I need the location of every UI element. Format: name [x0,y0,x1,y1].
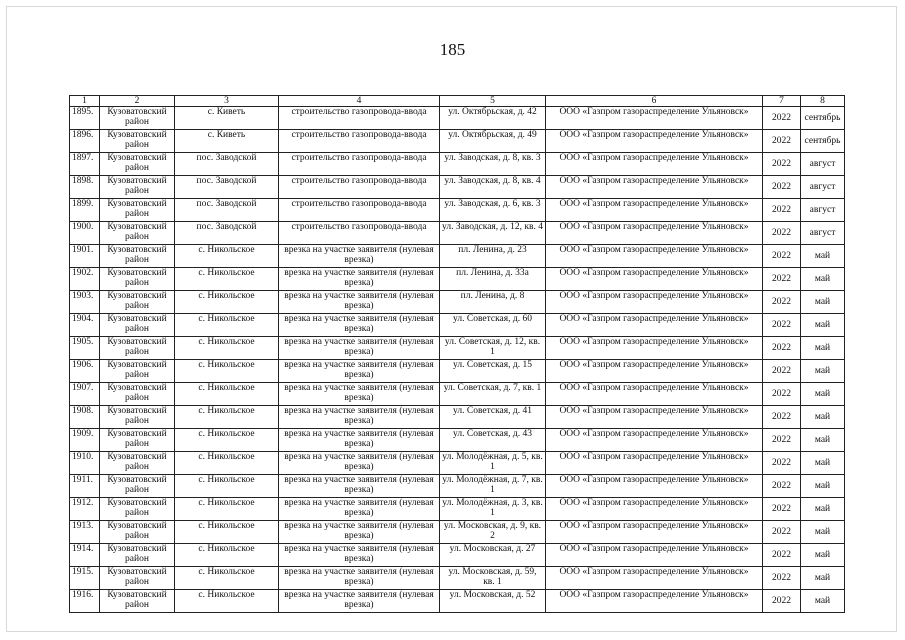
work-type-cell: врезка на участке заявителя (нулевая врезка) [279,521,440,544]
organization-cell: ООО «Газпром газораспределение Ульяновск» [546,245,763,268]
address-cell: ул. Московская, д. 27 [440,544,546,567]
organization-cell: ООО «Газпром газораспределение Ульяновск» [546,222,763,245]
address-cell: ул. Октябрьская, д. 42 [440,107,546,130]
district-cell: Кузоватовский район [100,429,175,452]
work-type-cell: врезка на участке заявителя (нулевая врезка) [279,383,440,406]
year-cell: 2022 [763,521,801,544]
row-number: 1913. [70,521,100,544]
month-cell: май [801,268,845,291]
settlement-cell: пос. Заводской [175,176,279,199]
work-type-cell: врезка на участке заявителя (нулевая врезка) [279,360,440,383]
organization-cell: ООО «Газпром газораспределение Ульяновск» [546,567,763,590]
registry-table [69,95,845,613]
column-header: 6 [546,96,763,107]
year-cell: 2022 [763,176,801,199]
district-cell: Кузоватовский район [100,153,175,176]
settlement-cell: с. Никольское [175,360,279,383]
settlement-cell: с. Никольское [175,544,279,567]
district-cell: Кузоватовский район [100,452,175,475]
settlement-cell: с. Никольское [175,383,279,406]
month-cell: август [801,199,845,222]
table-row [70,567,845,590]
organization-cell: ООО «Газпром газораспределение Ульяновск» [546,429,763,452]
address-cell: ул. Октябрьская, д. 49 [440,130,546,153]
organization-cell: ООО «Газпром газораспределение Ульяновск» [546,199,763,222]
organization-cell: ООО «Газпром газораспределение Ульяновск» [546,107,763,130]
table-row [70,130,845,153]
district-cell: Кузоватовский район [100,337,175,360]
month-cell: май [801,429,845,452]
address-cell: ул. Заводская, д. 12, кв. 4 [440,222,546,245]
column-header: 5 [440,96,546,107]
year-cell: 2022 [763,360,801,383]
table-row [70,406,845,429]
address-cell: пл. Ленина, д. 8 [440,291,546,314]
column-header: 3 [175,96,279,107]
month-cell: сентябрь [801,107,845,130]
year-cell: 2022 [763,475,801,498]
district-cell: Кузоватовский район [100,406,175,429]
table-row [70,360,845,383]
year-cell: 2022 [763,429,801,452]
month-cell: май [801,383,845,406]
address-cell: ул. Московская, д. 52 [440,590,546,613]
work-type-cell: врезка на участке заявителя (нулевая врезка) [279,475,440,498]
year-cell: 2022 [763,337,801,360]
settlement-cell: с. Никольское [175,521,279,544]
month-cell: май [801,475,845,498]
address-cell: ул. Советская, д. 15 [440,360,546,383]
year-cell: 2022 [763,383,801,406]
district-cell: Кузоватовский район [100,567,175,590]
work-type-cell: строительство газопровода-ввода [279,107,440,130]
district-cell: Кузоватовский район [100,199,175,222]
table-row [70,498,845,521]
settlement-cell: с. Никольское [175,268,279,291]
table-row [70,268,845,291]
settlement-cell: с. Никольское [175,314,279,337]
work-type-cell: врезка на участке заявителя (нулевая врезка) [279,245,440,268]
year-cell: 2022 [763,544,801,567]
organization-cell: ООО «Газпром газораспределение Ульяновск» [546,406,763,429]
work-type-cell: врезка на участке заявителя (нулевая врезка) [279,590,440,613]
table-row [70,176,845,199]
organization-cell: ООО «Газпром газораспределение Ульяновск» [546,153,763,176]
year-cell: 2022 [763,452,801,475]
settlement-cell: с. Никольское [175,567,279,590]
settlement-cell: пос. Заводской [175,153,279,176]
work-type-cell: врезка на участке заявителя (нулевая врезка) [279,337,440,360]
row-number: 1915. [70,567,100,590]
work-type-cell: строительство газопровода-ввода [279,222,440,245]
month-cell: август [801,176,845,199]
settlement-cell: с. Никольское [175,291,279,314]
work-type-cell: строительство газопровода-ввода [279,130,440,153]
year-cell: 2022 [763,199,801,222]
work-type-cell: врезка на участке заявителя (нулевая врезка) [279,498,440,521]
row-number: 1896. [70,130,100,153]
settlement-cell: с. Никольское [175,590,279,613]
month-cell: май [801,360,845,383]
settlement-cell: с. Никольское [175,498,279,521]
month-cell: май [801,337,845,360]
month-cell: май [801,498,845,521]
district-cell: Кузоватовский район [100,245,175,268]
row-number: 1897. [70,153,100,176]
organization-cell: ООО «Газпром газораспределение Ульяновск» [546,383,763,406]
row-number: 1906. [70,360,100,383]
row-number: 1910. [70,452,100,475]
row-number: 1916. [70,590,100,613]
table-row [70,245,845,268]
table-row [70,222,845,245]
year-cell: 2022 [763,498,801,521]
organization-cell: ООО «Газпром газораспределение Ульяновск» [546,475,763,498]
month-cell: май [801,406,845,429]
row-number: 1895. [70,107,100,130]
work-type-cell: строительство газопровода-ввода [279,153,440,176]
address-cell: ул. Молодёжная, д. 5, кв. 1 [440,452,546,475]
row-number: 1904. [70,314,100,337]
organization-cell: ООО «Газпром газораспределение Ульяновск» [546,452,763,475]
table-row [70,153,845,176]
month-cell: май [801,590,845,613]
work-type-cell: врезка на участке заявителя (нулевая врезка) [279,567,440,590]
month-cell: май [801,452,845,475]
row-number: 1914. [70,544,100,567]
month-cell: сентябрь [801,130,845,153]
district-cell: Кузоватовский район [100,383,175,406]
table-row [70,383,845,406]
organization-cell: ООО «Газпром газораспределение Ульяновск» [546,268,763,291]
table-row [70,521,845,544]
address-cell: пл. Ленина, д. 33а [440,268,546,291]
table-row [70,452,845,475]
address-cell: ул. Советская, д. 12, кв. 1 [440,337,546,360]
table-row [70,475,845,498]
settlement-cell: с. Никольское [175,337,279,360]
settlement-cell: пос. Заводской [175,222,279,245]
address-cell: ул. Молодёжная, д. 7, кв. 1 [440,475,546,498]
work-type-cell: врезка на участке заявителя (нулевая врезка) [279,429,440,452]
district-cell: Кузоватовский район [100,314,175,337]
district-cell: Кузоватовский район [100,222,175,245]
year-cell: 2022 [763,291,801,314]
address-cell: ул. Московская, д. 59, кв. 1 [440,567,546,590]
table-row [70,337,845,360]
month-cell: май [801,291,845,314]
district-cell: Кузоватовский район [100,107,175,130]
settlement-cell: с. Киветь [175,130,279,153]
year-cell: 2022 [763,590,801,613]
settlement-cell: с. Никольское [175,429,279,452]
month-cell: май [801,314,845,337]
year-cell: 2022 [763,567,801,590]
month-cell: май [801,521,845,544]
organization-cell: ООО «Газпром газораспределение Ульяновск» [546,544,763,567]
address-cell: ул. Советская, д. 60 [440,314,546,337]
settlement-cell: пос. Заводской [175,199,279,222]
page-number: 185 [439,40,466,59]
district-cell: Кузоватовский район [100,521,175,544]
district-cell: Кузоватовский район [100,590,175,613]
row-number: 1900. [70,222,100,245]
address-cell: ул. Заводская, д. 8, кв. 4 [440,176,546,199]
district-cell: Кузоватовский район [100,544,175,567]
row-number: 1908. [70,406,100,429]
row-number: 1898. [70,176,100,199]
work-type-cell: врезка на участке заявителя (нулевая врезка) [279,406,440,429]
column-header: 2 [100,96,175,107]
column-header: 7 [763,96,801,107]
settlement-cell: с. Никольское [175,245,279,268]
year-cell: 2022 [763,314,801,337]
column-header: 1 [70,96,100,107]
organization-cell: ООО «Газпром газораспределение Ульяновск» [546,176,763,199]
row-number: 1902. [70,268,100,291]
settlement-cell: с. Никольское [175,475,279,498]
settlement-cell: с. Киветь [175,107,279,130]
district-cell: Кузоватовский район [100,268,175,291]
month-cell: май [801,245,845,268]
month-cell: май [801,567,845,590]
table-row [70,291,845,314]
work-type-cell: врезка на участке заявителя (нулевая врезка) [279,314,440,337]
work-type-cell: врезка на участке заявителя (нулевая врезка) [279,268,440,291]
table-row [70,199,845,222]
address-cell: ул. Советская, д. 43 [440,429,546,452]
year-cell: 2022 [763,153,801,176]
address-cell: пл. Ленина, д. 23 [440,245,546,268]
year-cell: 2022 [763,406,801,429]
district-cell: Кузоватовский район [100,498,175,521]
district-cell: Кузоватовский район [100,130,175,153]
table-row [70,544,845,567]
row-number: 1903. [70,291,100,314]
year-cell: 2022 [763,222,801,245]
organization-cell: ООО «Газпром газораспределение Ульяновск» [546,521,763,544]
month-cell: май [801,544,845,567]
table-row [70,429,845,452]
address-cell: ул. Молодёжная, д. 3, кв. 1 [440,498,546,521]
table-row [70,590,845,613]
column-header: 8 [801,96,845,107]
organization-cell: ООО «Газпром газораспределение Ульяновск» [546,337,763,360]
organization-cell: ООО «Газпром газораспределение Ульяновск» [546,360,763,383]
year-cell: 2022 [763,268,801,291]
organization-cell: ООО «Газпром газораспределение Ульяновск» [546,314,763,337]
row-number: 1901. [70,245,100,268]
row-number: 1912. [70,498,100,521]
column-header: 4 [279,96,440,107]
organization-cell: ООО «Газпром газораспределение Ульяновск» [546,498,763,521]
address-cell: ул. Советская, д. 41 [440,406,546,429]
table-row [70,107,845,130]
column-number-row [70,96,845,107]
row-number: 1907. [70,383,100,406]
district-cell: Кузоватовский район [100,176,175,199]
year-cell: 2022 [763,245,801,268]
address-cell: ул. Московская, д. 9, кв. 2 [440,521,546,544]
work-type-cell: врезка на участке заявителя (нулевая врезка) [279,544,440,567]
address-cell: ул. Заводская, д. 8, кв. 3 [440,153,546,176]
organization-cell: ООО «Газпром газораспределение Ульяновск» [546,590,763,613]
row-number: 1909. [70,429,100,452]
work-type-cell: врезка на участке заявителя (нулевая врезка) [279,291,440,314]
year-cell: 2022 [763,130,801,153]
organization-cell: ООО «Газпром газораспределение Ульяновск» [546,291,763,314]
district-cell: Кузоватовский район [100,291,175,314]
table-row [70,314,845,337]
month-cell: август [801,222,845,245]
row-number: 1911. [70,475,100,498]
work-type-cell: врезка на участке заявителя (нулевая врезка) [279,452,440,475]
organization-cell: ООО «Газпром газораспределение Ульяновск» [546,130,763,153]
month-cell: август [801,153,845,176]
district-cell: Кузоватовский район [100,360,175,383]
row-number: 1905. [70,337,100,360]
settlement-cell: с. Никольское [175,452,279,475]
year-cell: 2022 [763,107,801,130]
district-cell: Кузоватовский район [100,475,175,498]
settlement-cell: с. Никольское [175,406,279,429]
address-cell: ул. Советская, д. 7, кв. 1 [440,383,546,406]
work-type-cell: строительство газопровода-ввода [279,176,440,199]
work-type-cell: строительство газопровода-ввода [279,199,440,222]
row-number: 1899. [70,199,100,222]
address-cell: ул. Заводская, д. 6, кв. 3 [440,199,546,222]
